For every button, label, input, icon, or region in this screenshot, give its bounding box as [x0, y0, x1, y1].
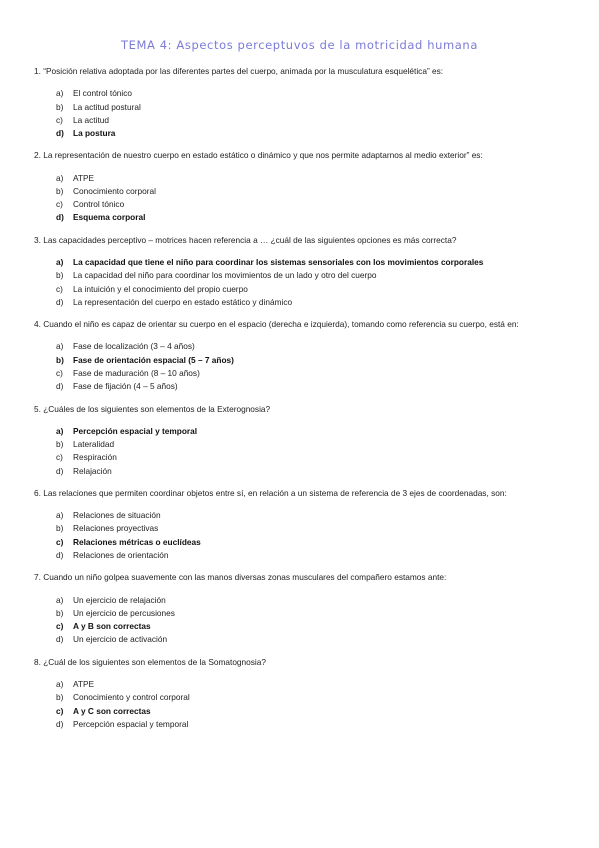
- answer-option: [56, 465, 569, 478]
- option-letter: a): [56, 172, 64, 183]
- question-text: 5. ¿Cuáles de los siguientes son elementos de la Exterognosia?: [34, 403, 271, 414]
- page-title: TEMA 4: Aspectos perceptuvos de la motricidad humana: [121, 38, 478, 52]
- answer-option: [56, 678, 569, 691]
- option-label: Percepción espacial y temporal: [73, 718, 189, 729]
- option-label: La actitud: [73, 114, 109, 125]
- correct-answer-option: [56, 705, 569, 718]
- option-label: Fase de fijación (4 – 5 años): [73, 381, 178, 392]
- answer-option: [56, 718, 569, 731]
- option-letter: b): [56, 185, 64, 196]
- option-label: Fase de orientación espacial (5 – 7 años): [73, 354, 234, 365]
- answer-option: [56, 451, 569, 464]
- correct-answer-option: [56, 620, 569, 633]
- answer-option: [56, 438, 569, 451]
- answer-option: [56, 594, 569, 607]
- option-label: La representación del cuerpo en estado estático y dinámico: [73, 296, 293, 307]
- option-letter: c): [56, 114, 63, 125]
- answer-option: [56, 549, 569, 562]
- option-label: ATPE: [73, 678, 95, 689]
- option-letter: b): [56, 692, 64, 703]
- correct-answer-option: [56, 256, 569, 269]
- question-5: [34, 404, 569, 478]
- option-list: [34, 509, 569, 562]
- question-text: 7. Cuando un niño golpea suavemente con las manos diversas zonas musculares del compañero estamos ante:: [34, 572, 447, 583]
- question-6: [34, 488, 569, 562]
- option-letter: d): [56, 128, 64, 139]
- option-letter: b): [56, 101, 64, 112]
- option-letter: c): [56, 199, 63, 210]
- option-list: [34, 256, 569, 309]
- answer-option: [56, 101, 569, 114]
- option-letter: a): [56, 425, 64, 436]
- option-label: La intuición y el conocimiento del propio cuerpo: [73, 283, 248, 294]
- option-label: Relaciones de orientación: [73, 550, 169, 561]
- question-text: 3. Las capacidades perceptivo – motrices hacen referencia a … ¿cuál de las siguientes opciones es más correcta?: [34, 234, 457, 245]
- option-letter: d): [56, 550, 64, 561]
- option-label: La actitud postural: [73, 101, 141, 112]
- option-letter: b): [56, 439, 64, 450]
- option-label: Conocimiento y control corporal: [73, 692, 190, 703]
- option-label: Un ejercicio de relajación: [73, 594, 166, 605]
- option-label: Fase de localización (3 – 4 años): [73, 341, 195, 352]
- option-letter: c): [56, 705, 64, 716]
- option-letter: b): [56, 270, 64, 281]
- option-list: [34, 425, 569, 478]
- option-label: Relajación: [73, 465, 112, 476]
- question-8: [34, 657, 569, 731]
- answer-option: [56, 509, 569, 522]
- option-list: [34, 172, 569, 225]
- option-letter: b): [56, 354, 64, 365]
- option-label: Conocimiento corporal: [73, 185, 157, 196]
- option-letter: d): [56, 296, 64, 307]
- answer-option: [56, 283, 569, 296]
- option-label: Esquema corporal: [73, 212, 146, 223]
- option-label: ATPE: [73, 172, 95, 183]
- answer-option: [56, 633, 569, 646]
- question-3: [34, 235, 569, 309]
- option-letter: a): [56, 594, 64, 605]
- option-list: [34, 678, 569, 731]
- question-text: 1. “Posición relativa adoptada por las diferentes partes del cuerpo, animada por la musculatura esquelética” es:: [34, 66, 444, 76]
- option-label: La capacidad del niño para coordinar los movimientos de un lado y otro del cuerpo: [73, 270, 377, 281]
- question-4: [34, 319, 569, 393]
- answer-option: [56, 87, 569, 100]
- option-letter: a): [56, 678, 64, 689]
- option-label: El control tónico: [73, 88, 133, 99]
- option-list: [34, 340, 569, 393]
- question-7: [34, 572, 569, 646]
- answer-option: [56, 340, 569, 353]
- option-label: Relaciones proyectivas: [73, 523, 159, 534]
- option-list: [34, 87, 569, 140]
- question-text: 2. La representación de nuestro cuerpo en estado estático o dinámico y que nos permite adaptarnos al medio exterior” es:: [34, 150, 483, 161]
- answer-option: [56, 367, 569, 380]
- option-label: Un ejercicio de activación: [73, 634, 168, 645]
- option-letter: b): [56, 607, 64, 618]
- answer-option: [56, 691, 569, 704]
- option-label: Lateralidad: [73, 439, 115, 450]
- option-letter: b): [56, 523, 64, 534]
- option-letter: d): [56, 381, 64, 392]
- option-letter: c): [56, 536, 64, 547]
- option-letter: d): [56, 465, 64, 476]
- option-letter: c): [56, 452, 63, 463]
- option-letter: a): [56, 510, 64, 521]
- correct-answer-option: [56, 425, 569, 438]
- answer-option: [56, 380, 569, 393]
- answer-option: [56, 269, 569, 282]
- option-letter: a): [56, 256, 64, 267]
- answer-option: [56, 296, 569, 309]
- correct-answer-option: [56, 211, 569, 224]
- option-letter: c): [56, 283, 63, 294]
- option-label: Relaciones métricas o euclídeas: [73, 536, 201, 547]
- option-label: A y C son correctas: [73, 705, 151, 716]
- correct-answer-option: [56, 127, 569, 140]
- option-letter: d): [56, 634, 64, 645]
- question-1: [34, 66, 569, 140]
- question-text: 4. Cuando el niño es capaz de orientar su cuerpo en el espacio (derecha e izquierda), tomando como referencia su cuerpo, está en:: [34, 319, 519, 330]
- option-letter: c): [56, 367, 63, 378]
- answer-option: [56, 607, 569, 620]
- option-letter: d): [56, 212, 64, 223]
- correct-answer-option: [56, 354, 569, 367]
- answer-option: [56, 172, 569, 185]
- answer-option: [56, 185, 569, 198]
- option-label: Fase de maduración (8 – 10 años): [73, 367, 200, 378]
- option-letter: a): [56, 341, 64, 352]
- option-label: La capacidad que tiene el niño para coordinar los sistemas sensoriales con los movimientos corporales: [73, 256, 484, 267]
- option-letter: a): [56, 88, 64, 99]
- option-label: Relaciones de situación: [73, 510, 161, 521]
- question-2: [34, 150, 569, 224]
- answer-option: [56, 198, 569, 211]
- option-list: [34, 594, 569, 647]
- question-list: [34, 66, 569, 741]
- option-label: La postura: [73, 128, 116, 139]
- option-letter: d): [56, 718, 64, 729]
- option-label: A y B son correctas: [73, 621, 151, 632]
- correct-answer-option: [56, 536, 569, 549]
- option-label: Percepción espacial y temporal: [73, 425, 198, 436]
- answer-option: [56, 114, 569, 127]
- question-text: 8. ¿Cuál de los siguientes son elementos de la Somatognosia?: [34, 656, 266, 667]
- question-text: 6. Las relaciones que permiten coordinar objetos entre sí, en relación a un sistema de referencia de 3 ejes de coordenadas, son:: [34, 487, 507, 498]
- option-label: Un ejercicio de percusiones: [73, 607, 175, 618]
- option-label: Respiración: [73, 452, 117, 463]
- option-label: Control tónico: [73, 199, 125, 210]
- option-letter: c): [56, 621, 64, 632]
- answer-option: [56, 522, 569, 535]
